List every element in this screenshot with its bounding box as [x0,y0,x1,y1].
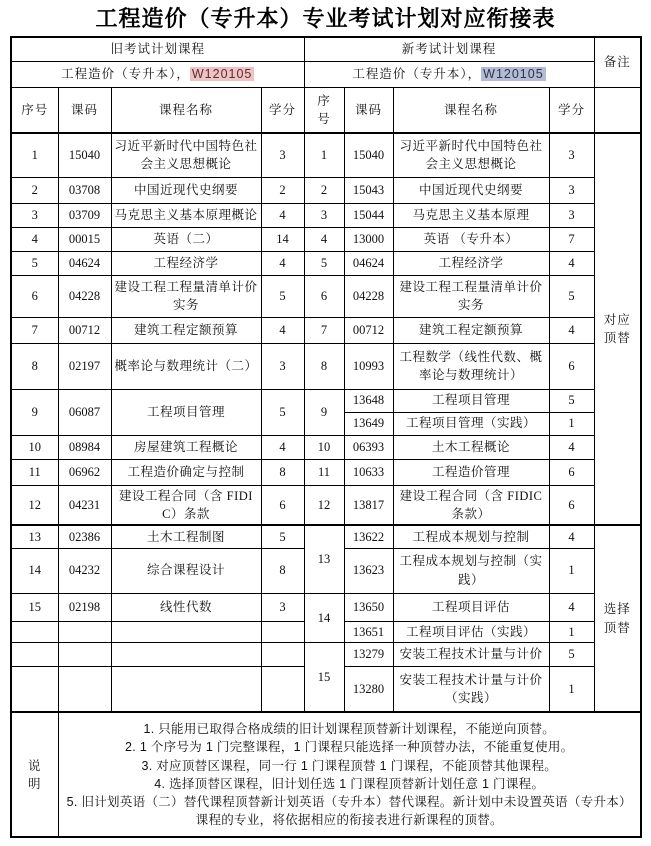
old-major-cell: 工程造价（专升本）， W120105 [11,61,304,87]
code-new: 15043 [344,177,393,203]
remark-corresponding: 对应 顶替 [594,133,641,525]
course-name-new: 工程项目评估 [393,593,549,621]
seq-old: 9 [11,389,58,435]
note-item: 1. 只能用已取得合格成绩的旧计划课程顶替新计划课程，不能逆向顶替。 [143,722,556,737]
seq-old: 6 [11,275,58,317]
code-new: 10633 [344,459,393,485]
credit-new: 7 [549,227,594,251]
course-name-new: 工程成本规划与控制（实践） [393,548,549,593]
credit-new: 4 [549,317,594,343]
code-new: 13817 [344,485,393,525]
course-name-old: 工程项目管理 [111,389,261,435]
credit-new: 1 [549,621,594,642]
course-name-old: 房屋建筑工程概论 [111,435,261,459]
code-old: 03708 [58,177,111,203]
new-major-cell: 工程造价（专升本）， W120105 [304,61,594,87]
major-code-highlight: W120105 [483,66,544,81]
credit-old: 4 [261,435,304,459]
course-name-new: 工程项目评估（实践） [393,621,549,642]
course-name-new: 工程项目管理 [393,389,549,412]
code-new: 06393 [344,435,393,459]
major-code-highlight: W120105 [191,66,253,81]
seq-new: 13 [304,525,344,593]
notes-cell [58,712,641,837]
course-name-new: 土木工程概论 [393,435,549,459]
seq-new: 15 [304,642,344,712]
page-title: 工程造价（专升本）专业考试计划对应衔接表 [95,6,556,31]
remark-empty-cell [594,87,641,133]
code-new: 13279 [344,642,393,666]
empty-cell [261,666,304,712]
col-header-code-new: 课码 [344,87,393,133]
col-header-seq-new: 序 号 [304,87,344,133]
empty-cell [11,621,58,642]
code-new: 13280 [344,666,393,712]
course-name-old: 土木工程制图 [111,525,261,548]
seq-old: 8 [11,343,58,389]
seq-new: 11 [304,459,344,485]
seq-old: 10 [11,435,58,459]
code-old: 03709 [58,203,111,227]
remark-selective: 选择 顶替 [594,525,641,712]
seq-new: 8 [304,343,344,389]
code-old: 08984 [58,435,111,459]
code-new: 13649 [344,412,393,435]
course-name-old: 概率论与数理统计（二） [111,343,261,389]
code-new: 13650 [344,593,393,621]
seq-new: 4 [304,227,344,251]
seq-old: 12 [11,485,58,525]
credit-old: 2 [261,177,304,203]
credit-old: 4 [261,203,304,227]
course-name-new: 建设工程工程量清单计价实务 [393,275,549,317]
course-name-new: 工程项目管理（实践） [393,412,549,435]
code-new: 04624 [344,251,393,275]
seq-new: 14 [304,593,344,642]
empty-cell [261,621,304,642]
credit-new: 6 [549,459,594,485]
col-header-name-new: 课程名称 [393,87,549,133]
credit-new: 5 [549,275,594,317]
code-new: 15044 [344,203,393,227]
seq-old: 14 [11,548,58,593]
credit-new: 4 [549,435,594,459]
notes-label-cell: 说 明 [11,712,58,837]
code-new: 13622 [344,525,393,548]
credit-new: 6 [549,343,594,389]
course-name-old: 建设工程合同（含 FIDIC）条款 [111,485,261,525]
seq-old: 15 [11,593,58,621]
course-name-new: 工程造价管理 [393,459,549,485]
col-header-credit-old: 学分 [261,87,304,133]
code-old: 00712 [58,317,111,343]
course-name-new: 工程成本规划与控制 [393,525,549,548]
seq-old: 1 [11,133,58,177]
seq-old: 7 [11,317,58,343]
code-old: 04231 [58,485,111,525]
seq-new: 1 [304,133,344,177]
course-name-old: 工程经济学 [111,251,261,275]
seq-new: 2 [304,177,344,203]
course-name-new: 工程经济学 [393,251,549,275]
note-item: 4. 选择顶替区课程，旧计划任选 1 门课程顶替新计划任意 1 门课程。 [154,776,545,791]
code-new: 10993 [344,343,393,389]
col-header-name-old: 课程名称 [111,87,261,133]
old-plan-header: 旧考试计划课程 [11,37,304,61]
code-old: 02386 [58,525,111,548]
articulation-table [10,36,642,838]
credit-old: 5 [261,275,304,317]
course-name-old: 综合课程设计 [111,548,261,593]
credit-old: 3 [261,593,304,621]
course-name-new: 英语 （专升本） [393,227,549,251]
code-old: 02197 [58,343,111,389]
course-name-new: 中国近现代史纲要 [393,177,549,203]
seq-old: 3 [11,203,58,227]
seq-new: 9 [304,389,344,435]
credit-new: 3 [549,203,594,227]
empty-cell [111,642,261,666]
course-name-old: 英语（二） [111,227,261,251]
note-item: 5. 旧计划英语（二）替代课程顶替新计划英语（专升本）替代课程。新计划中未设置英语（专升本）课程的专业，将依据相应的衔接表进行新课程的顶替。 [66,794,632,827]
code-new: 00712 [344,317,393,343]
credit-new: 6 [549,485,594,525]
credit-new: 1 [549,412,594,435]
code-old: 06087 [58,389,111,435]
empty-cell [11,666,58,712]
empty-cell [261,642,304,666]
code-old: 15040 [58,133,111,177]
remark-header: 备注 [594,37,641,87]
seq-old: 11 [11,459,58,485]
course-name-new: 安装工程技术计量与计价 [393,642,549,666]
empty-cell [58,666,111,712]
course-name-old: 线性代数 [111,593,261,621]
seq-old: 2 [11,177,58,203]
course-name-new: 工程数学（线性代数、概率论与数理统计） [393,343,549,389]
credit-old: 3 [261,133,304,177]
seq-old: 5 [11,251,58,275]
col-header-credit-new: 学分 [549,87,594,133]
credit-old: 4 [261,251,304,275]
seq-new: 5 [304,251,344,275]
course-name-new: 马克思主义基本原理 [393,203,549,227]
course-name-old: 工程造价确定与控制 [111,459,261,485]
credit-new: 5 [549,642,594,666]
empty-cell [111,621,261,642]
course-name-old: 中国近现代史纲要 [111,177,261,203]
course-name-old: 建设工程工程量清单计价实务 [111,275,261,317]
code-new: 15040 [344,133,393,177]
code-old: 04232 [58,548,111,593]
code-old: 02198 [58,593,111,621]
seq-old: 13 [11,525,58,548]
credit-old: 5 [261,389,304,435]
seq-new: 10 [304,435,344,459]
credit-old: 4 [261,317,304,343]
note-item: 3. 对应顶替区课程，同一行 1 门课程顶替 1 门课程，不能顶替其他课程。 [141,758,558,773]
credit-new: 4 [549,593,594,621]
code-new: 13651 [344,621,393,642]
code-new: 13648 [344,389,393,412]
code-old: 06962 [58,459,111,485]
credit-old: 8 [261,459,304,485]
course-name-old: 马克思主义基本原理概论 [111,203,261,227]
seq-new: 3 [304,203,344,227]
credit-new: 5 [549,389,594,412]
code-new: 13623 [344,548,393,593]
credit-old: 6 [261,485,304,525]
credit-new: 3 [549,133,594,177]
empty-cell [58,621,111,642]
code-old: 04624 [58,251,111,275]
code-new: 04228 [344,275,393,317]
new-plan-header: 新考试计划课程 [304,37,594,61]
course-name-new: 建筑工程定额预算 [393,317,549,343]
col-header-code-old: 课码 [58,87,111,133]
seq-new: 7 [304,317,344,343]
course-name-old: 习近平新时代中国特色社会主义思想概论 [111,133,261,177]
empty-cell [11,642,58,666]
empty-cell [111,666,261,712]
seq-old: 4 [11,227,58,251]
seq-new: 12 [304,485,344,525]
credit-old: 5 [261,525,304,548]
course-name-new: 习近平新时代中国特色社会主义思想概论 [393,133,549,177]
seq-new: 6 [304,275,344,317]
credit-new: 1 [549,666,594,712]
credit-old: 3 [261,343,304,389]
credit-new: 4 [549,525,594,548]
credit-new: 3 [549,177,594,203]
code-old: 00015 [58,227,111,251]
credit-old: 14 [261,227,304,251]
course-name-new: 安装工程技术计量与计价（实践） [393,666,549,712]
course-name-new: 建设工程合同（含 FIDIC 条款） [393,485,549,525]
credit-new: 1 [549,548,594,593]
note-item: 2. 1 个序号为 1 门完整课程，1 门课程只能选择一种顶替办法，不能重复使用。 [125,740,574,755]
course-name-old: 建筑工程定额预算 [111,317,261,343]
col-header-seq-old: 序号 [11,87,58,133]
credit-old: 8 [261,548,304,593]
code-new: 13000 [344,227,393,251]
empty-cell [58,642,111,666]
credit-new: 4 [549,251,594,275]
code-old: 04228 [58,275,111,317]
